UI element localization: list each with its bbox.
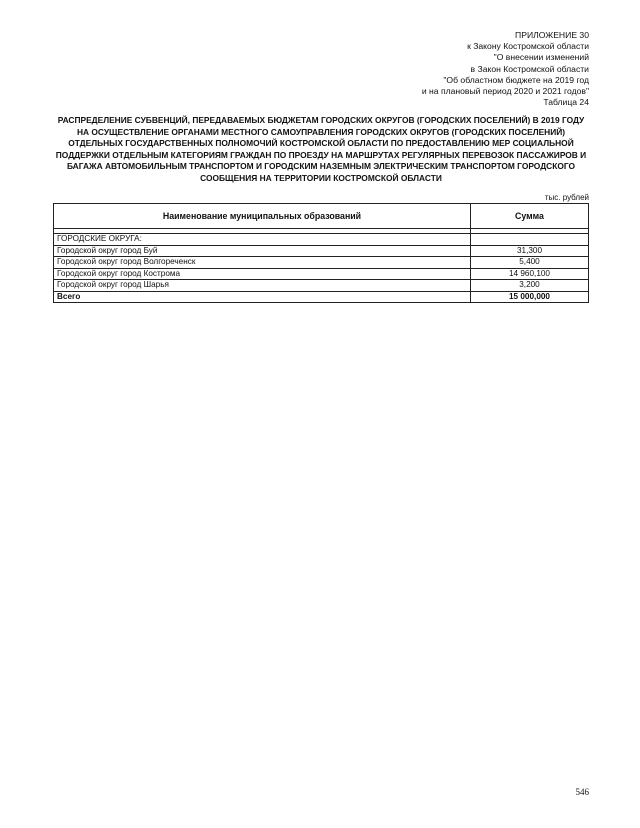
header-line-budget: "Об областном бюджете на 2019 год [443, 74, 589, 85]
row-name: Городской округ город Кострома [54, 268, 471, 280]
table-row [54, 268, 589, 280]
document-title: РАСПРЕДЕЛЕНИЕ СУБВЕНЦИЙ, ПЕРЕДАВАЕМЫХ БЮДЖЕТАМ ГОРОДСКИХ ОКРУГОВ (ГОРОДСКИХ ПОСЕЛЕНИЙ) В 2019 ГОДУ НА ОСУЩЕСТВЛЕНИЕ ОРГАНАМИ МЕСТНОГО САМОУПРАВЛЕНИЯ ГОРОДСКИХ ОКРУГОВ (ГОРОДСКИХ ПОСЕЛЕНИЙ) ОТДЕЛЬНЫХ ГОСУДАРСТВЕННЫХ ПОЛНОМОЧИЙ КОСТРОМСКОЙ ОБЛАСТИ ПО ПРЕДОСТАВЛЕНИЮ МЕР СОЦИАЛЬНОЙ ПОДДЕРЖКИ ОТДЕЛЬНЫМ КАТЕГОРИЯМ ГРАЖДАН ПО ПРОЕЗДУ НА МАРШРУТАХ РЕГУЛЯРНЫХ ПЕРЕВОЗОК ПАССАЖИРОВ И БАГАЖА АВТОМОБИЛЬНЫМ ТРАНСПОРТОМ И ГОРОДСКИМ НАЗЕМНЫМ ЭЛЕКТРИЧЕСКИМ ТРАНСПОРТОМ ГОРОДСКОГО СООБЩЕНИЯ НА ТЕРРИТОРИИ КОСТРОМСКОЙ ОБЛАСТИ [55, 115, 587, 183]
column-header-sum: Сумма [471, 204, 589, 229]
header-line-law-region: в Закон Костромской области [470, 63, 589, 74]
appendix-header [422, 30, 589, 108]
table-section-row [54, 234, 589, 246]
section-sum-cell [471, 234, 589, 246]
row-sum: 3,200 [471, 280, 589, 292]
total-label: Всего [54, 291, 471, 303]
table-row [54, 280, 589, 292]
row-name: Городской округ город Волгореченск [54, 257, 471, 269]
column-header-name: Наименование муниципальных образований [54, 204, 471, 229]
row-name: Городской округ город Шарья [54, 280, 471, 292]
header-line-period: и на плановый период 2020 и 2021 годов" [421, 86, 589, 97]
table-row [54, 245, 589, 257]
table-total-row [54, 291, 589, 303]
row-sum: 5,400 [471, 257, 589, 269]
header-line-appendix: ПРИЛОЖЕНИЕ 30 [515, 30, 589, 40]
units-label: тыс. рублей [544, 193, 589, 202]
row-sum: 14 960,100 [471, 268, 589, 280]
page-number: 546 [575, 787, 589, 797]
subsidy-table [53, 203, 589, 303]
table-row [54, 257, 589, 269]
header-line-amendment: "О внесении изменений [493, 52, 589, 63]
table-header-row [54, 204, 589, 229]
header-line-law: к Закону Костромской области [467, 41, 589, 52]
header-line-table-number: Таблица 24 [543, 97, 589, 108]
total-sum: 15 000,000 [471, 291, 589, 303]
row-name: Городской округ город Буй [54, 245, 471, 257]
section-label: ГОРОДСКИЕ ОКРУГА: [54, 234, 471, 246]
row-sum: 31,300 [471, 245, 589, 257]
